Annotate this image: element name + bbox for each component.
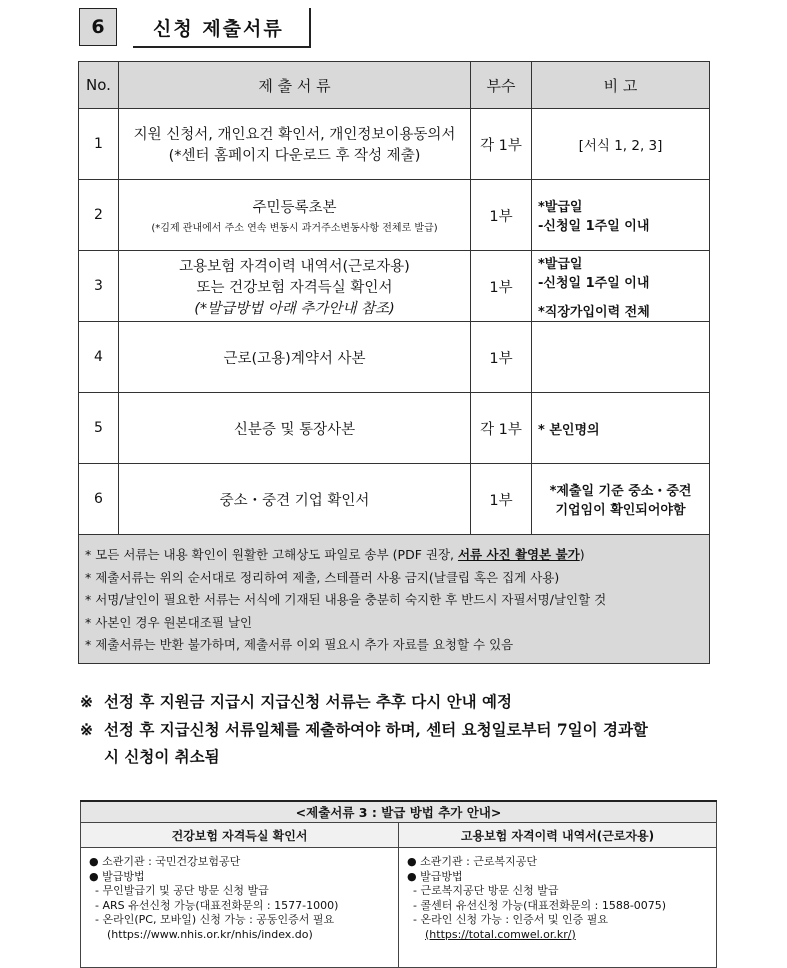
- row-doc: [119, 251, 471, 322]
- guide-method: ● 발급방법: [407, 869, 463, 883]
- row-note: [532, 180, 710, 251]
- row-note: [532, 464, 710, 535]
- row-doc-main: 주민등록초본: [252, 200, 337, 216]
- announcement: [80, 716, 740, 770]
- row-no: 2: [79, 180, 119, 251]
- row-note-line: -신청일 1주일 이내: [538, 275, 650, 291]
- row-doc: [119, 180, 471, 251]
- table-row: [79, 109, 710, 180]
- table-row: [79, 180, 710, 251]
- row-note: * 본인명의: [532, 393, 710, 464]
- guide-url: (https://www.nhis.or.kr/nhis/index.do): [107, 927, 313, 941]
- guide-method-item: - 무인발급기 및 공단 방문 신청 발급: [95, 884, 269, 897]
- footnotes-row: [79, 535, 710, 664]
- row-note-line: 기업임이 확인되어야함: [555, 503, 686, 518]
- guide-method-item: - 온라인 신청 가능 : 인증서 및 인증 필요: [413, 913, 609, 926]
- section-number: 6: [79, 8, 117, 46]
- announcement-text: 시 신청이 취소됨: [104, 747, 220, 766]
- row-note-line: -신청일 1주일 이내: [538, 219, 650, 234]
- table-row: [79, 464, 710, 535]
- row-no: 6: [79, 464, 119, 535]
- row-copies: 1부: [471, 464, 532, 535]
- guide-url: [407, 928, 712, 943]
- reference-mark: ※: [80, 720, 93, 739]
- guide-method-item: - 근로복지공단 방문 신청 발급: [413, 884, 559, 897]
- announcement: [80, 688, 740, 715]
- row-copies: 각 1부: [471, 109, 532, 180]
- table-row: [79, 322, 710, 393]
- row-no: 4: [79, 322, 119, 393]
- guide-right-body: [399, 848, 717, 968]
- row-doc-line: 고용보험 자격이력 내역서(근로자용): [179, 258, 410, 275]
- row-doc: 중소・중견 기업 확인서: [119, 464, 471, 535]
- row-no: 3: [79, 251, 119, 322]
- reference-mark: ※: [80, 692, 93, 711]
- row-doc-line: 지원 신청서, 개인요건 확인서, 개인정보이용동의서: [133, 127, 456, 143]
- guide-agency: ● 소관기관 : 국민건강보험공단: [89, 855, 241, 868]
- footnote: * 제출서류는 반환 불가하며, 제출서류 이외 필요시 추가 자료를 요청할 수 있음: [85, 637, 514, 652]
- guide-method-item: - 온라인(PC, 모바일) 신청 가능 : 공동인증서 필요: [95, 913, 335, 926]
- footnote-text: ): [579, 547, 585, 562]
- row-doc: 근로(고용)계약서 사본: [119, 322, 471, 393]
- row-note: [서식 1, 2, 3]: [532, 109, 710, 180]
- footnote: [85, 544, 703, 567]
- row-doc-line: (*센터 홈페이지 다운로드 후 작성 제출): [168, 148, 421, 164]
- row-no: 1: [79, 109, 119, 180]
- footnotes: [79, 535, 710, 664]
- footnote-emphasis: 서류 사진 촬영본 불가: [457, 547, 580, 562]
- guide-left-body: [81, 848, 399, 968]
- row-doc-italic: (*발급방법 아래 추가안내 참조): [194, 300, 395, 317]
- row-copies: 1부: [471, 322, 532, 393]
- guide-method: ● 발급방법: [89, 869, 145, 883]
- row-note-line: *제출일 기준 중소・중견: [549, 484, 692, 499]
- row-copies: 각 1부: [471, 393, 532, 464]
- guide-method-item: - ARS 유선신청 가능(대표전화문의 : 1577-1000): [95, 898, 339, 912]
- row-no: 5: [79, 393, 119, 464]
- row-note-extra: *직장가입이력 전체: [538, 304, 650, 320]
- table-row: [79, 393, 710, 464]
- row-note-line: *발급일: [538, 256, 583, 272]
- row-doc-line: 또는 건강보험 자격득실 확인서: [196, 279, 393, 296]
- footnote: * 사본인 경우 원본대조필 날인: [85, 614, 253, 630]
- issuance-guide-table: [80, 800, 717, 968]
- row-doc: 신분증 및 통장사본: [119, 393, 471, 464]
- documents-table: [78, 61, 710, 664]
- header-note: 비 고: [532, 62, 710, 109]
- footnote-text: * 모든 서류는 내용 확인이 원활한 고해상도 파일로 송부 (PDF 권장,: [85, 547, 458, 562]
- guide-method-item: - 콜센터 유선신청 가능(대표전화문의 : 1588-0075): [413, 898, 667, 912]
- footnote: * 서명/날인이 필요한 서류는 서식에 기재된 내용을 충분히 숙지한 후 반드시 자필서명/날인할 것: [85, 592, 607, 607]
- row-copies: 1부: [471, 180, 532, 251]
- row-copies: 1부: [471, 251, 532, 322]
- table-header-row: [79, 62, 710, 109]
- guide-agency: ● 소관기관 : 근로복지공단: [407, 855, 538, 868]
- section-title: 신청 제출서류: [133, 8, 311, 48]
- announcement-text: 선정 후 지급신청 서류일체를 제출하여야 하며, 센터 요청일로부터 7일이 경과할: [104, 720, 648, 739]
- guide-url-link: (https://total.comwel.or.kr/): [425, 927, 576, 941]
- row-doc-sub: (*김제 관내에서 주소 연속 변동시 과거주소변동사항 전체로 발급): [151, 223, 438, 234]
- row-note: [532, 251, 710, 322]
- footnote: * 제출서류는 위의 순서대로 정리하여 제출, 스테플러 사용 금지(날클립 혹은 집게 사용): [85, 569, 560, 585]
- row-doc: [119, 109, 471, 180]
- guide-right-header: 고용보험 자격이력 내역서(근로자용): [399, 823, 717, 848]
- row-note: [532, 322, 710, 393]
- announcement-text: 선정 후 지원금 지급시 지급신청 서류는 추후 다시 안내 예정: [104, 692, 512, 711]
- header-no: No.: [79, 62, 119, 109]
- guide-left-header: 건강보험 자격득실 확인서: [81, 823, 399, 848]
- row-note-line: *발급일: [538, 200, 583, 215]
- header-copies: 부수: [471, 62, 532, 109]
- table-row: [79, 251, 710, 322]
- guide-title: <제출서류 3 : 발급 방법 추가 안내>: [81, 801, 717, 823]
- header-doc: 제 출 서 류: [119, 62, 471, 109]
